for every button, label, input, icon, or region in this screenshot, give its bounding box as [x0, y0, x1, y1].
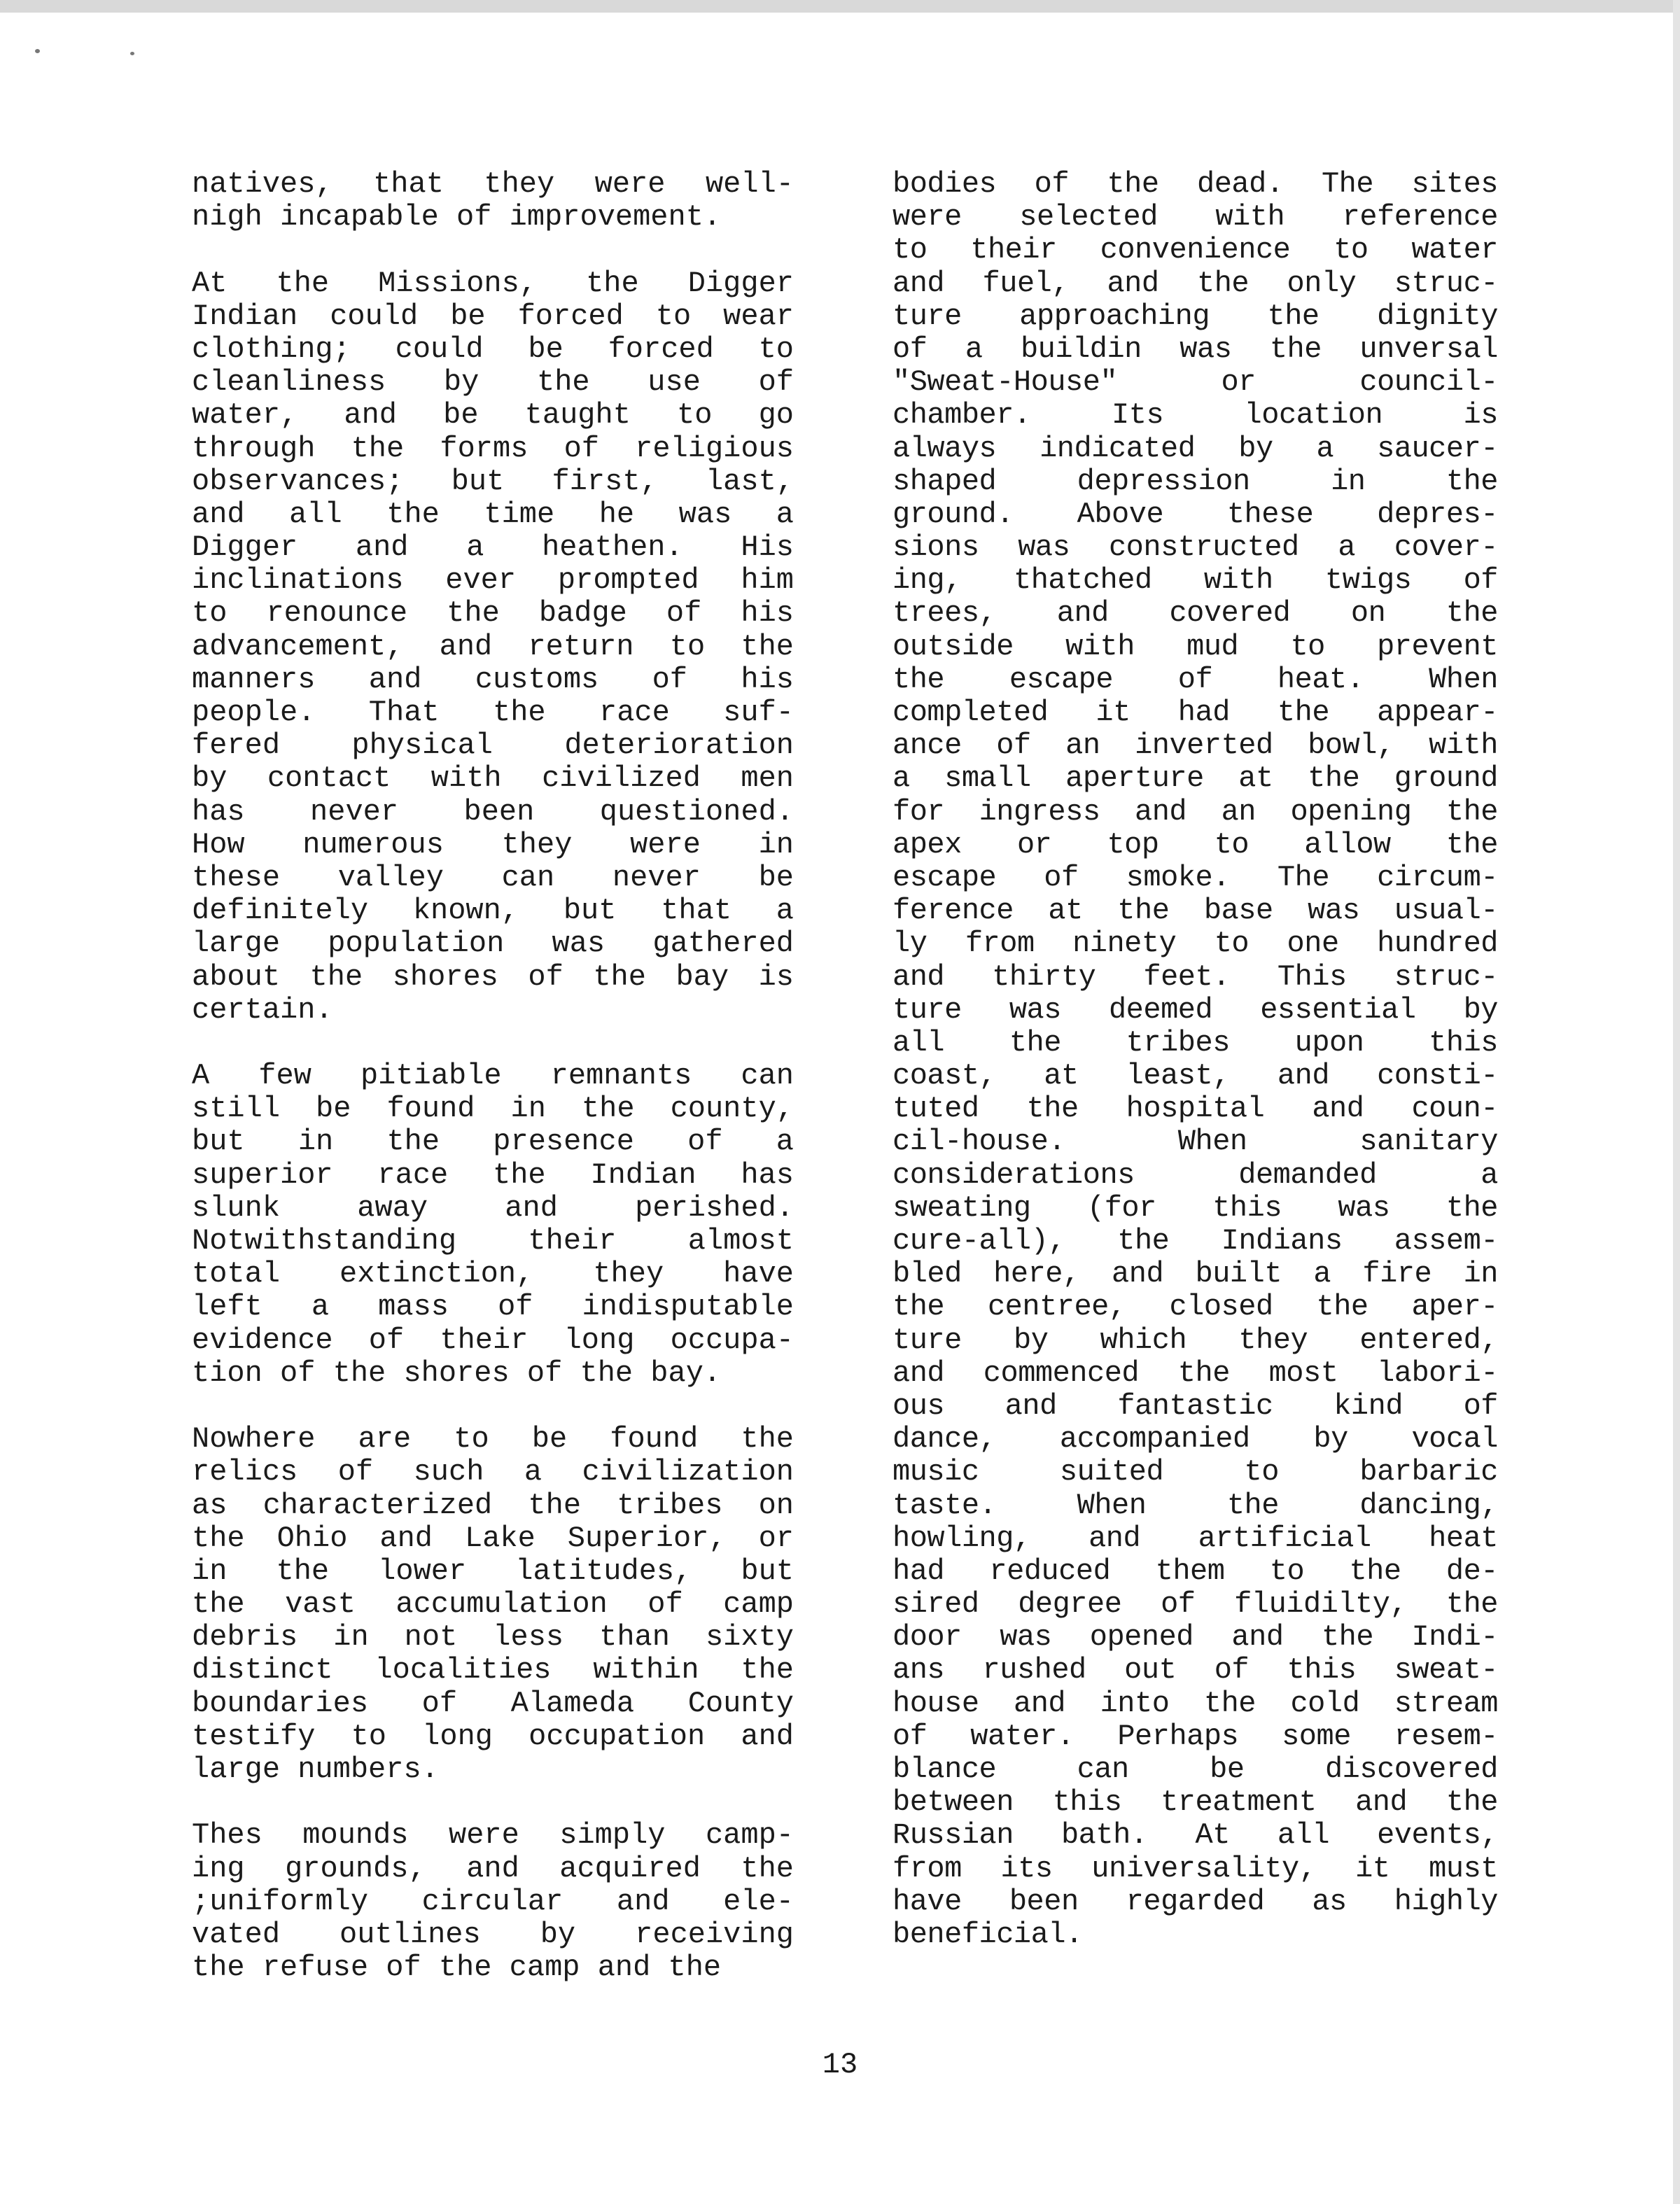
paragraph	[192, 1423, 794, 1786]
text-line: cure-all), the Indians assem-	[892, 1224, 1498, 1258]
text-line: blance can be discovered	[892, 1753, 1498, 1786]
text-line: people. That the race suf-	[192, 696, 794, 729]
text-line: water, and be taught to go	[192, 398, 794, 433]
paragraph	[192, 1819, 794, 1984]
text-line: sions was constructed a cover-	[892, 531, 1498, 565]
text-line: ous and fantastic kind of	[892, 1389, 1498, 1423]
text-line: cleanliness by the use of	[192, 365, 794, 400]
text-line: about the shores of the bay is	[192, 960, 794, 994]
text-line: bodies of the dead. The sites	[892, 167, 1498, 201]
text-line: superior race the Indian has	[192, 1158, 794, 1192]
text-line: by contact with civilized men	[192, 761, 794, 796]
text-line: taste. When the dancing,	[892, 1488, 1498, 1522]
text-line: Indian could be forced to wear	[192, 299, 794, 333]
text-line: testify to long occupation and	[192, 1719, 794, 1753]
text-line: large population was gathered	[192, 927, 794, 961]
text-line: beneficial.	[892, 1917, 1083, 1951]
paragraph	[192, 1060, 794, 1390]
text-line: completed it had the appear-	[892, 696, 1498, 729]
text-line: Digger and a heathen. His	[192, 531, 794, 565]
scan-speck	[35, 49, 40, 53]
text-line: cil-house. When sanitary	[892, 1125, 1498, 1159]
text-line: evidence of their long occupa-	[192, 1323, 794, 1357]
text-line: trees, and covered on the	[892, 596, 1498, 631]
text-line: the centree, closed the aper-	[892, 1290, 1498, 1324]
text-line: observances; but first, last,	[192, 464, 794, 498]
text-line: in the lower latitudes, but	[192, 1554, 794, 1588]
text-line: ture by which they entered,	[892, 1323, 1498, 1357]
text-line: and commenced the most labori-	[892, 1356, 1498, 1390]
text-line: ;uniformly circular and ele-	[192, 1884, 794, 1918]
text-line: sweating (for this was the	[892, 1191, 1498, 1225]
text-line: chamber. Its location is	[892, 398, 1498, 433]
text-line: ing, thatched with twigs of	[892, 563, 1498, 598]
text-line: apex or top to allow the	[892, 827, 1498, 862]
paragraph-gap	[192, 234, 794, 267]
text-line: the refuse of the camp and the	[192, 1951, 722, 1985]
text-line: a small aperture at the ground	[892, 761, 1498, 796]
text-line: fered physical deterioration	[192, 729, 794, 763]
paragraph	[192, 267, 794, 1027]
text-line: vated outlines by receiving	[192, 1917, 794, 1951]
text-line: total extinction, they have	[192, 1257, 794, 1291]
text-line: to their convenience to water	[892, 233, 1498, 267]
text-line: for ingress and an opening the	[892, 794, 1498, 829]
text-line: dance, accompanied by vocal	[892, 1422, 1498, 1457]
paragraph-gap	[192, 1390, 794, 1423]
text-line: of water. Perhaps some resem-	[892, 1719, 1498, 1753]
text-line: coast, at least, and consti-	[892, 1059, 1498, 1093]
text-line: tion of the shores of the bay.	[192, 1356, 722, 1390]
text-line: and fuel, and the only struc-	[892, 266, 1498, 300]
text-line: had reduced them to the de-	[892, 1554, 1498, 1588]
text-line: considerations demanded a	[892, 1158, 1498, 1192]
paragraph-gap	[192, 1786, 794, 1819]
text-line: ing grounds, and acquired the	[192, 1851, 794, 1886]
text-line: outside with mud to prevent	[892, 629, 1498, 664]
text-line: clothing; could be forced to	[192, 332, 794, 366]
text-line: have been regarded as highly	[892, 1884, 1498, 1918]
text-line: as characterized the tribes on	[192, 1488, 794, 1522]
text-line: At the Missions, the Digger	[192, 266, 794, 300]
text-line: the escape of heat. When	[892, 662, 1498, 696]
text-line: these valley can never be	[192, 860, 794, 894]
text-line: ly from ninety to one hundred	[892, 927, 1498, 961]
text-line: Thes mounds were simply camp-	[192, 1818, 794, 1853]
text-line: debris in not less than sixty	[192, 1620, 794, 1655]
text-line: distinct localities within the	[192, 1653, 794, 1687]
text-line: music suited to barbaric	[892, 1455, 1498, 1489]
scan-edge-top	[0, 0, 1680, 13]
text-line: ground. Above these depres-	[892, 497, 1498, 531]
text-line: large numbers.	[192, 1753, 439, 1786]
text-line: the Ohio and Lake Superior, or	[192, 1521, 794, 1555]
text-line: but in the presence of a	[192, 1125, 794, 1159]
text-line: still be found in the county,	[192, 1092, 794, 1126]
text-line: Notwithstanding their almost	[192, 1224, 794, 1258]
text-line: howling, and artificial heat	[892, 1521, 1498, 1555]
text-line: house and into the cold stream	[892, 1686, 1498, 1720]
text-line: left a mass of indisputable	[192, 1290, 794, 1324]
right-text-column	[892, 168, 1498, 1951]
text-line: of a buildin was the unversal	[892, 332, 1498, 366]
text-line: definitely known, but that a	[192, 894, 794, 928]
text-line: ance of an inverted bowl, with	[892, 729, 1498, 763]
paragraph	[892, 168, 1498, 1951]
paragraph-gap	[192, 1027, 794, 1060]
text-line: advancement, and return to the	[192, 629, 794, 664]
paragraph	[192, 168, 794, 234]
text-line: certain.	[192, 992, 333, 1027]
text-line: and thirty feet. This struc-	[892, 960, 1498, 994]
text-line: tuted the hospital and coun-	[892, 1092, 1498, 1126]
text-line: all the tribes upon this	[892, 1025, 1498, 1060]
text-line: nigh incapable of improvement.	[192, 200, 722, 234]
page-number: 13	[822, 2048, 858, 2082]
text-line: always indicated by a saucer-	[892, 431, 1498, 465]
text-line: ture was deemed essential by	[892, 992, 1498, 1027]
text-line: shaped depression in the	[892, 464, 1498, 498]
text-line: has never been questioned.	[192, 794, 794, 829]
text-line: escape of smoke. The circum-	[892, 860, 1498, 894]
text-line: manners and customs of his	[192, 662, 794, 696]
text-line: to renounce the badge of his	[192, 596, 794, 631]
text-line: door was opened and the Indi-	[892, 1620, 1498, 1655]
text-line: Russian bath. At all events,	[892, 1818, 1498, 1853]
scan-speck	[130, 52, 134, 55]
text-line: ture approaching the dignity	[892, 299, 1498, 333]
text-line: Nowhere are to be found the	[192, 1422, 794, 1457]
left-text-column	[192, 168, 794, 1984]
text-line: through the forms of religious	[192, 431, 794, 465]
text-line: A few pitiable remnants can	[192, 1059, 794, 1093]
text-line: between this treatment and the	[892, 1785, 1498, 1820]
text-line: the vast accumulation of camp	[192, 1587, 794, 1622]
text-line: "Sweat-House" or council-	[892, 365, 1498, 400]
text-line: boundaries of Alameda County	[192, 1686, 794, 1720]
text-line: slunk away and perished.	[192, 1191, 794, 1225]
text-line: were selected with reference	[892, 200, 1498, 234]
scan-edge-right	[1673, 0, 1680, 2204]
text-line: ference at the base was usual-	[892, 894, 1498, 928]
text-line: bled here, and built a fire in	[892, 1257, 1498, 1291]
text-line: ans rushed out of this sweat-	[892, 1653, 1498, 1687]
text-line: inclinations ever prompted him	[192, 563, 794, 598]
text-line: from its universality, it must	[892, 1851, 1498, 1886]
text-line: natives, that they were well-	[192, 167, 794, 201]
text-line: sired degree of fluidilty, the	[892, 1587, 1498, 1622]
text-line: How numerous they were in	[192, 827, 794, 862]
text-line: and all the time he was a	[192, 497, 794, 531]
text-line: relics of such a civilization	[192, 1455, 794, 1489]
